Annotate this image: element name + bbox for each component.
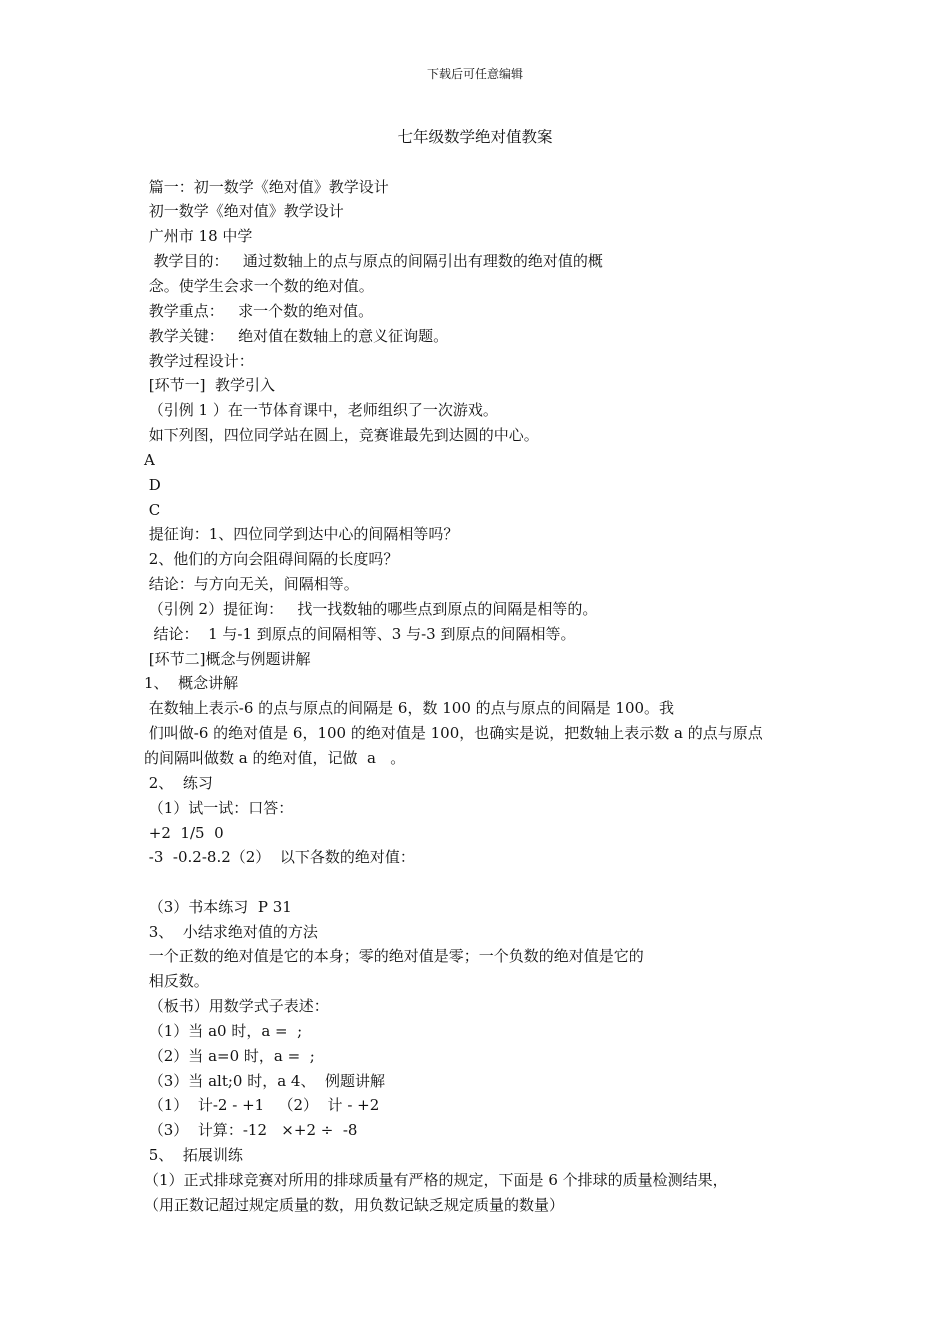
text-line: 的间隔叫做数 a 的绝对值，记做 a 。 <box>144 749 406 767</box>
text-line: 一个正数的绝对值是它的本身；零的绝对值是零；一个负数的绝对值是它的 <box>144 947 644 965</box>
text-line: 念。使学生会求一个数的绝对值。 <box>144 277 374 295</box>
text-line: （1）正式排球竞赛对所用的排球质量有严格的规定，下面是 6 个排球的质量检测结果， <box>144 1171 728 1189</box>
text-line: 相反数。 <box>144 972 209 990</box>
text-line: （3）书本练习 P 31 <box>144 898 292 916</box>
text-line: （1）试一试：口答： <box>144 799 294 817</box>
text-line: 5、 拓展训练 <box>144 1146 243 1164</box>
text-line: 如下列图，四位同学站在圆上，竞赛谁最先到达圆的中心。 <box>144 426 539 444</box>
text-line: （1） 计-2 - +1 （2） 计 - +2 <box>144 1096 380 1114</box>
text-line: （引例 1 ）在一节体育课中，老师组织了一次游戏。 <box>144 401 498 419</box>
text-line: 在数轴上表示-6 的点与原点的间隔是 6，数 100 的点与原点的间隔是 100。我 <box>144 699 675 717</box>
text-line: A <box>144 451 155 469</box>
text-line: 3、 小结求绝对值的方法 <box>144 923 318 941</box>
text-line: 们叫做-6 的绝对值是 6，100 的绝对值是 100，也确实是说，把数轴上表示数 a 的点与原点 <box>144 724 763 742</box>
text-line: 结论：与方向无关，间隔相等。 <box>144 575 359 593</box>
text-line: 2、 练习 <box>144 774 213 792</box>
text-line: 初一数学《绝对值》教学设计 <box>144 202 344 220</box>
text-line: [环节一] 教学引入 <box>144 376 276 394</box>
header-note: 下载后可任意编辑 <box>426 67 523 81</box>
text-line: （3）当 alt;0 时，a 4、 例题讲解 <box>144 1072 386 1090</box>
text-line: （2）当 a=0 时，a = ; <box>144 1047 315 1065</box>
text-line: （用正数记超过规定质量的数，用负数记缺乏规定质量的数量） <box>144 1196 565 1214</box>
text-line: -3 -0.2-8.2（2） 以下各数的绝对值： <box>144 848 415 866</box>
text-line: 结论： 1 与-1 到原点的间隔相等、3 与-3 到原点的间隔相等。 <box>144 625 576 643</box>
document-title: 七年级数学绝对值教案 <box>397 128 553 146</box>
text-line: 2、他们的方向会阻碍间隔的长度吗？ <box>144 550 399 568</box>
text-line: 教学关键： 绝对值在数轴上的意义征询题。 <box>144 327 449 345</box>
text-line: 教学重点： 求一个数的绝对值。 <box>144 302 374 320</box>
text-line: 广州市 18 中学 <box>144 227 253 245</box>
text-line: （3） 计算：-12 ×+2 ÷ -8 <box>144 1121 358 1139</box>
text-line: 教学过程设计： <box>144 352 254 370</box>
text-line: C <box>144 501 161 519</box>
text-line: +2 1/5 0 <box>144 824 224 842</box>
text-line: [环节二]概念与例题讲解 <box>144 650 311 668</box>
text-line: 教学目的： 通过数轴上的点与原点的间隔引出有理数的绝对值的概 <box>144 252 603 270</box>
text-line: 1、 概念讲解 <box>144 674 239 692</box>
text-line: （引例 2）提征询： 找一找数轴的哪些点到原点的间隔是相等的。 <box>144 600 598 618</box>
text-line: 篇一：初一数学《绝对值》教学设计 <box>144 178 389 196</box>
text-line: （1）当 a0 时，a = ; <box>144 1022 303 1040</box>
text-line: 提征询：1、四位同学到达中心的间隔相等吗？ <box>144 525 459 543</box>
text-line: （板书）用数学式子表述： <box>144 997 329 1015</box>
text-line: D <box>144 476 161 494</box>
